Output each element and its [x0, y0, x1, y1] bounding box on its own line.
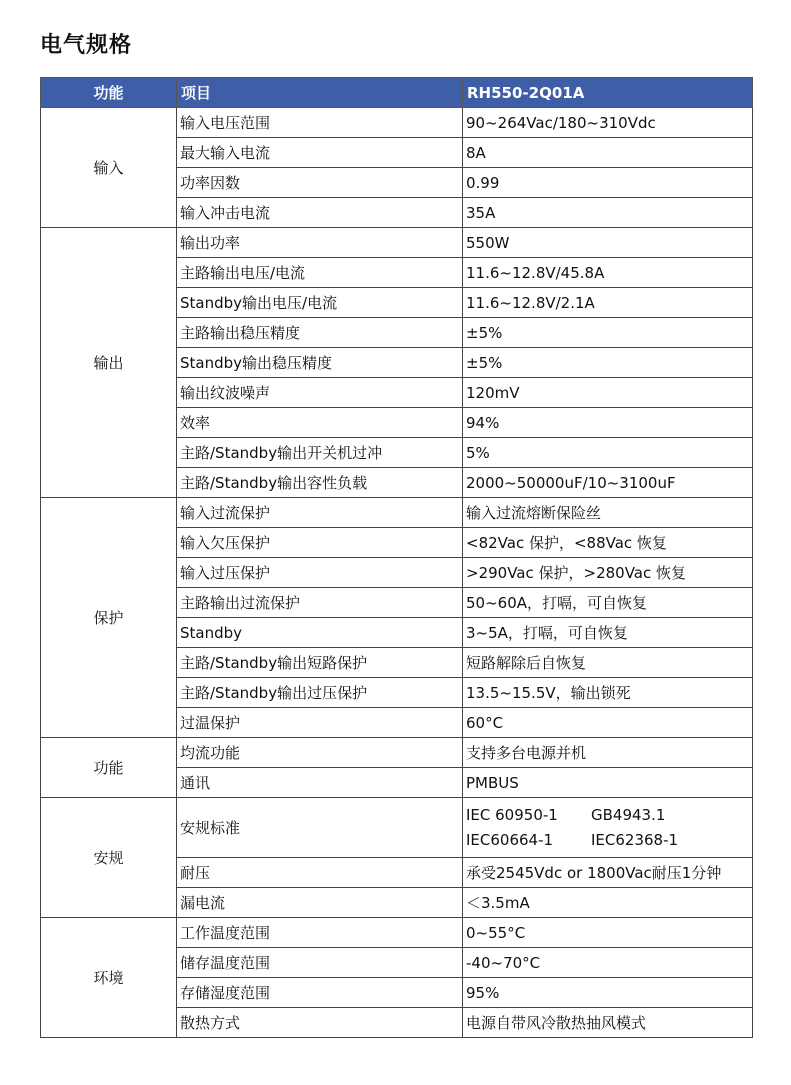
safety-standards-cell [463, 798, 753, 858]
item-cell: 输入过压保护 [177, 558, 463, 588]
table-row [41, 498, 753, 528]
value-cell: 94% [463, 408, 753, 438]
item-cell: Standby [177, 618, 463, 648]
table-row [41, 738, 753, 768]
item-cell: 主路/Standby输出容性负载 [177, 468, 463, 498]
value-cell: 0~55°C [463, 918, 753, 948]
value-cell: ＜3.5mA [463, 888, 753, 918]
value-cell: 11.6~12.8V/2.1A [463, 288, 753, 318]
item-cell: 输入欠压保护 [177, 528, 463, 558]
item-cell: 储存温度范围 [177, 948, 463, 978]
value-cell: 90~264Vac/180~310Vdc [463, 108, 753, 138]
item-cell: 输入电压范围 [177, 108, 463, 138]
value-cell: 短路解除后自恢复 [463, 648, 753, 678]
item-cell: 散热方式 [177, 1008, 463, 1038]
value-cell: 550W [463, 228, 753, 258]
item-cell: Standby输出稳压精度 [177, 348, 463, 378]
group-input: 输入 [41, 108, 177, 228]
table-header-row [41, 78, 753, 108]
value-cell: 3~5A，打嗝，可自恢复 [463, 618, 753, 648]
value-cell: 120mV [463, 378, 753, 408]
item-cell: Standby输出电压/电流 [177, 288, 463, 318]
table-row [41, 918, 753, 948]
value-cell: 11.6~12.8V/45.8A [463, 258, 753, 288]
item-cell: 均流功能 [177, 738, 463, 768]
item-cell: 输入过流保护 [177, 498, 463, 528]
item-cell: 输入冲击电流 [177, 198, 463, 228]
standards-line [466, 828, 749, 853]
table-row [41, 798, 753, 858]
value-cell: -40~70°C [463, 948, 753, 978]
table-row [41, 228, 753, 258]
value-cell: 承受2545Vdc or 1800Vac耐压1分钟 [463, 858, 753, 888]
standard-text: IEC62368-1 [591, 830, 679, 849]
item-cell: 工作温度范围 [177, 918, 463, 948]
group-protection: 保护 [41, 498, 177, 738]
value-cell: ±5% [463, 348, 753, 378]
value-cell: 2000~50000uF/10~3100uF [463, 468, 753, 498]
item-cell: 漏电流 [177, 888, 463, 918]
value-cell: 95% [463, 978, 753, 1008]
value-cell: 8A [463, 138, 753, 168]
value-cell: 输入过流熔断保险丝 [463, 498, 753, 528]
header-model: RH550-2Q01A [463, 78, 753, 108]
table-row [41, 108, 753, 138]
value-cell: 13.5~15.5V，输出锁死 [463, 678, 753, 708]
page-title: 电气规格 [40, 33, 133, 58]
standards-line [466, 803, 749, 828]
item-cell: 功率因数 [177, 168, 463, 198]
value-cell: 电源自带风冷散热抽风模式 [463, 1008, 753, 1038]
standard-text: GB4943.1 [591, 805, 666, 824]
item-cell: 效率 [177, 408, 463, 438]
item-cell: 存储湿度范围 [177, 978, 463, 1008]
value-cell: 0.99 [463, 168, 753, 198]
group-environment: 环境 [41, 918, 177, 1038]
item-cell: 输出功率 [177, 228, 463, 258]
value-cell: 35A [463, 198, 753, 228]
value-cell: PMBUS [463, 768, 753, 798]
group-safety: 安规 [41, 798, 177, 918]
value-cell: 5% [463, 438, 753, 468]
value-cell: 60°C [463, 708, 753, 738]
item-cell: 安规标准 [177, 798, 463, 858]
value-cell: <82Vac 保护，<88Vac 恢复 [463, 528, 753, 558]
item-cell: 过温保护 [177, 708, 463, 738]
item-cell: 输出纹波噪声 [177, 378, 463, 408]
standard-text: IEC 60950-1 [466, 805, 558, 824]
value-cell: >290Vac 保护，>280Vac 恢复 [463, 558, 753, 588]
electrical-spec-table [40, 77, 753, 1038]
value-cell: 50~60A，打嗝，可自恢复 [463, 588, 753, 618]
item-cell: 主路输出稳压精度 [177, 318, 463, 348]
group-function: 功能 [41, 738, 177, 798]
value-cell: ±5% [463, 318, 753, 348]
group-output: 输出 [41, 228, 177, 498]
header-function: 功能 [41, 78, 177, 108]
header-item: 项目 [177, 78, 463, 108]
standard-text: IEC60664-1 [466, 830, 554, 849]
item-cell: 主路/Standby输出过压保护 [177, 678, 463, 708]
item-cell: 最大输入电流 [177, 138, 463, 168]
value-cell: 支持多台电源并机 [463, 738, 753, 768]
item-cell: 主路输出过流保护 [177, 588, 463, 618]
item-cell: 主路/Standby输出开关机过冲 [177, 438, 463, 468]
item-cell: 主路/Standby输出短路保护 [177, 648, 463, 678]
item-cell: 耐压 [177, 858, 463, 888]
item-cell: 通讯 [177, 768, 463, 798]
item-cell: 主路输出电压/电流 [177, 258, 463, 288]
